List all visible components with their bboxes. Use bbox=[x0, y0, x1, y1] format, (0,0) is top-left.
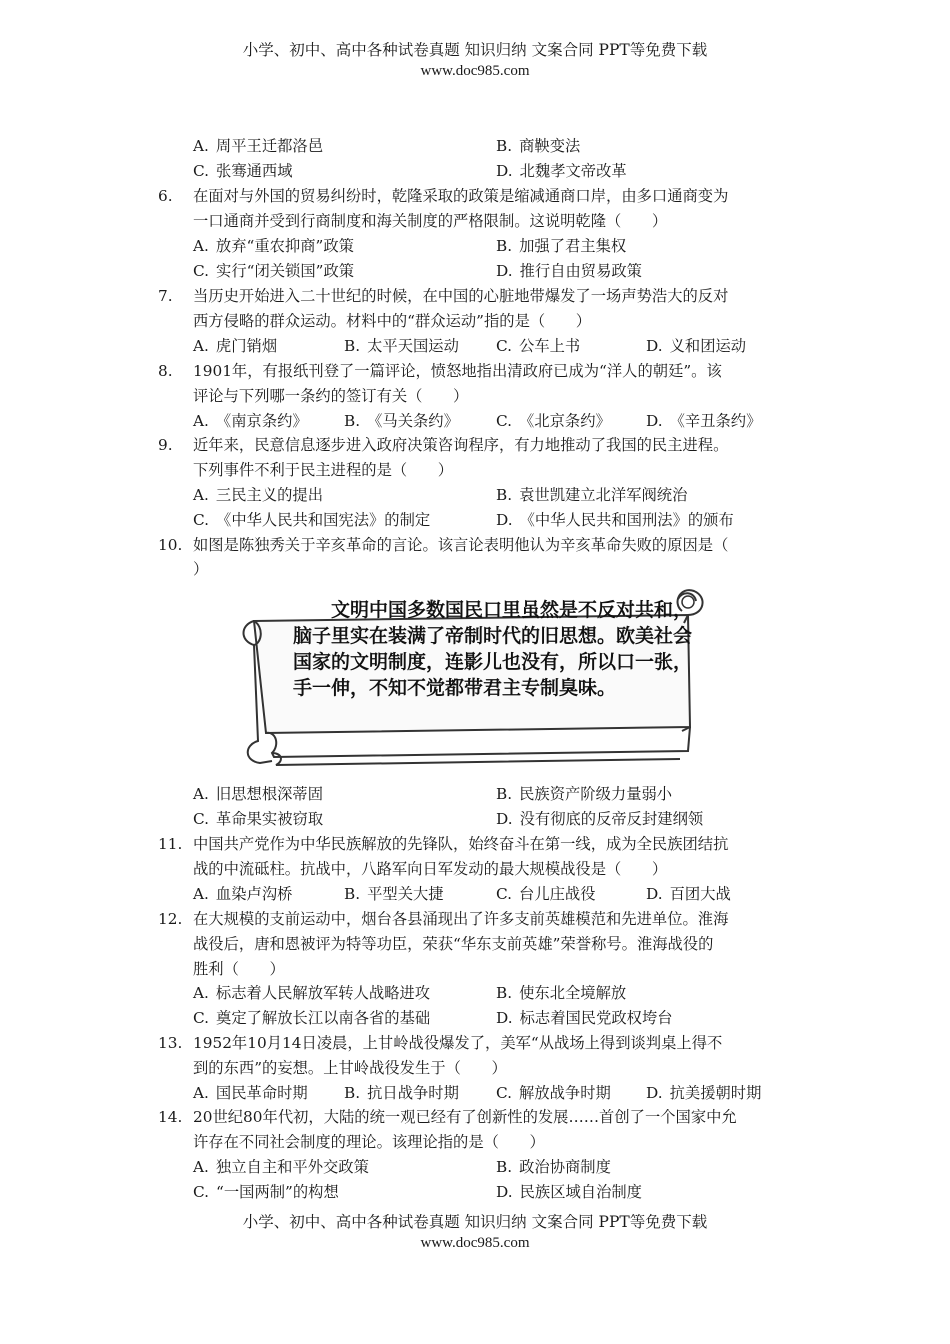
q5-option-c[interactable] bbox=[193, 159, 293, 183]
option-text: 民族区域自治制度 bbox=[519, 1183, 642, 1201]
q13-stem-line-2: 到的东西”的妄想。上甘岭战役发生于（ ） bbox=[193, 1059, 507, 1077]
option-letter: B. bbox=[496, 1158, 513, 1176]
option-letter: A. bbox=[193, 337, 209, 355]
option-text: 《马关条约》 bbox=[367, 412, 459, 430]
option-letter: B. bbox=[496, 486, 513, 504]
quote-line-3: 国家的文明制度，连影儿也没有，所以口一张， bbox=[293, 651, 693, 673]
option-letter: A. bbox=[193, 1158, 209, 1176]
q7-number: 7. bbox=[158, 287, 173, 305]
option-letter: C. bbox=[496, 412, 513, 430]
q14-option-c[interactable] bbox=[193, 1180, 339, 1204]
q7-stem-line-1: 当历史开始进入二十世纪的时候，在中国的心脏地带爆发了一场声势浩大的反对 bbox=[193, 287, 729, 305]
q10-stem-line-2: ） bbox=[193, 560, 209, 578]
q7-stem-line-2: 西方侵略的群众运动。材料中的“群众运动”指的是（ ） bbox=[193, 312, 592, 330]
q11-number: 11. bbox=[158, 835, 183, 853]
option-letter: A. bbox=[193, 984, 209, 1002]
option-text: 奠定了解放长江以南各省的基础 bbox=[216, 1009, 431, 1027]
q8-option-b[interactable] bbox=[344, 409, 459, 433]
footer-title: 小学、初中、高中各种试卷真题 知识归纳 文案合同 PPT等免费下载 bbox=[242, 1213, 708, 1231]
option-text: 《南京条约》 bbox=[215, 412, 308, 430]
q13-option-a[interactable] bbox=[193, 1081, 308, 1105]
option-letter: C. bbox=[193, 262, 210, 280]
q9-number: 9. bbox=[158, 436, 173, 454]
option-letter: B. bbox=[344, 885, 361, 903]
page-footer bbox=[0, 1212, 950, 1254]
option-text: “一国两制”的构想 bbox=[216, 1183, 339, 1201]
q12-stem-line-3: 胜利（ ） bbox=[193, 960, 285, 978]
q10-option-b[interactable] bbox=[496, 782, 672, 806]
footer-url[interactable]: www.doc985.com bbox=[420, 1235, 530, 1251]
q14-option-d[interactable] bbox=[496, 1180, 642, 1204]
q14-number: 14. bbox=[158, 1108, 183, 1126]
q8-stem-line-1: 1901年，有报纸刊登了一篇评论，愤怒地指出清政府已成为“洋人的朝廷”。该 bbox=[193, 362, 722, 380]
option-text: 解放战争时期 bbox=[519, 1084, 611, 1102]
option-text: 抗日战争时期 bbox=[367, 1084, 459, 1102]
option-letter: D. bbox=[646, 337, 663, 355]
option-text: 《中华人民共和国刑法》的颁布 bbox=[519, 511, 734, 529]
option-letter: A. bbox=[193, 486, 209, 504]
q7-option-a[interactable] bbox=[193, 334, 277, 358]
q11-option-d[interactable] bbox=[646, 882, 731, 906]
option-letter: A. bbox=[193, 412, 209, 430]
option-letter: D. bbox=[646, 1084, 663, 1102]
option-letter: D. bbox=[496, 1183, 513, 1201]
option-text: 袁世凯建立北洋军阀统治 bbox=[519, 486, 688, 504]
q12-option-d[interactable] bbox=[496, 1006, 673, 1030]
q8-option-a[interactable] bbox=[193, 409, 308, 433]
option-letter: C. bbox=[193, 511, 210, 529]
option-text: 民族资产阶级力量弱小 bbox=[519, 785, 673, 803]
option-letter: D. bbox=[496, 1009, 513, 1027]
option-text: 虎门销烟 bbox=[215, 337, 278, 355]
q8-number: 8. bbox=[158, 362, 173, 380]
option-letter: D. bbox=[496, 162, 513, 180]
q12-number: 12. bbox=[158, 910, 183, 928]
quote-line-2: 脑子里实在装满了帝制时代的旧思想。欧美社会 bbox=[293, 625, 693, 647]
q10-stem-line-1: 如图是陈独秀关于辛亥革命的言论。该言论表明他认为辛亥革命失败的原因是（ bbox=[193, 536, 729, 554]
q11-stem-line-2: 战的中流砥柱。抗战中，八路军向日军发动的最大规模战役是（ ） bbox=[193, 860, 668, 878]
option-text: 周平王迁都洛邑 bbox=[215, 137, 324, 155]
option-text: 商鞅变法 bbox=[519, 137, 581, 155]
q11-option-b[interactable] bbox=[344, 882, 444, 906]
q13-number: 13. bbox=[158, 1034, 183, 1052]
option-text: 标志着国民党政权垮台 bbox=[519, 1009, 673, 1027]
q13-option-b[interactable] bbox=[344, 1081, 459, 1105]
option-letter: C. bbox=[193, 1009, 210, 1027]
q8-option-c[interactable] bbox=[496, 409, 611, 433]
q8-option-d[interactable] bbox=[646, 409, 761, 433]
q13-option-c[interactable] bbox=[496, 1081, 611, 1105]
option-letter: D. bbox=[496, 511, 513, 529]
option-text: 推行自由贸易政策 bbox=[519, 262, 642, 280]
q6-stem-line-1: 在面对与外国的贸易纠纷时，乾隆采取的政策是缩减通商口岸，由多口通商变为 bbox=[193, 187, 729, 205]
header-title: 小学、初中、高中各种试卷真题 知识归纳 文案合同 PPT等免费下载 bbox=[242, 41, 708, 59]
q6-option-b[interactable] bbox=[496, 234, 626, 258]
option-text: 独立自主和平外交政策 bbox=[215, 1158, 369, 1176]
header-url[interactable]: www.doc985.com bbox=[420, 63, 530, 79]
option-text: 北魏孝文帝改革 bbox=[519, 162, 627, 180]
option-letter: C. bbox=[193, 162, 210, 180]
q6-option-d[interactable] bbox=[496, 259, 642, 283]
option-letter: B. bbox=[496, 137, 513, 155]
q10-option-a[interactable] bbox=[193, 782, 323, 806]
option-letter: C. bbox=[496, 337, 513, 355]
option-text: 国民革命时期 bbox=[215, 1084, 308, 1102]
option-text: 血染卢沟桥 bbox=[215, 885, 293, 903]
q9-option-a[interactable] bbox=[193, 483, 323, 507]
option-letter: B. bbox=[344, 412, 361, 430]
option-letter: B. bbox=[496, 785, 513, 803]
option-letter: B. bbox=[344, 1084, 361, 1102]
option-text: 《中华人民共和国宪法》的制定 bbox=[216, 511, 431, 529]
q12-option-b[interactable] bbox=[496, 981, 626, 1005]
option-text: 《北京条约》 bbox=[519, 412, 611, 430]
option-text: 政治协商制度 bbox=[519, 1158, 611, 1176]
q7-option-b[interactable] bbox=[344, 334, 459, 358]
option-letter: C. bbox=[496, 885, 513, 903]
q10-option-c[interactable] bbox=[193, 807, 323, 831]
page-header bbox=[0, 40, 950, 82]
option-letter: C. bbox=[193, 1183, 210, 1201]
q6-option-c[interactable] bbox=[193, 259, 354, 283]
option-letter: D. bbox=[496, 262, 513, 280]
option-text: 平型关大捷 bbox=[367, 885, 444, 903]
q9-option-c[interactable] bbox=[193, 508, 430, 532]
option-letter: B. bbox=[344, 337, 361, 355]
q6-option-a[interactable] bbox=[193, 234, 354, 258]
option-text: 抗美援朝时期 bbox=[669, 1084, 762, 1102]
q14-option-b[interactable] bbox=[496, 1155, 611, 1179]
q7-option-c[interactable] bbox=[496, 334, 580, 358]
option-letter: D. bbox=[646, 412, 663, 430]
q14-option-a[interactable] bbox=[193, 1155, 369, 1179]
option-text: 旧思想根深蒂固 bbox=[215, 785, 324, 803]
option-text: 百团大战 bbox=[669, 885, 731, 903]
option-letter: A. bbox=[193, 785, 209, 803]
option-letter: A. bbox=[193, 1084, 209, 1102]
q6-number: 6. bbox=[158, 187, 173, 205]
q12-stem-line-1: 在大规模的支前运动中，烟台各县涌现出了许多支前英雄模范和先进单位。淮海 bbox=[193, 910, 729, 928]
option-letter: A. bbox=[193, 237, 209, 255]
quote-line-4: 手一伸，不知不觉都带君主专制臭味。 bbox=[293, 677, 617, 699]
option-text: 放弃“重农抑商”政策 bbox=[215, 237, 354, 255]
option-text: 台儿庄战役 bbox=[519, 885, 596, 903]
q9-stem-line-2: 下列事件不利于民主进程的是（ ） bbox=[193, 461, 454, 479]
q11-option-c[interactable] bbox=[496, 882, 596, 906]
q13-option-d[interactable] bbox=[646, 1081, 761, 1105]
q12-option-c[interactable] bbox=[193, 1006, 430, 1030]
quote-line-1: 文明中国多数国民口里虽然是不反对共和， bbox=[293, 599, 693, 621]
option-letter: D. bbox=[646, 885, 663, 903]
option-text: 太平天国运动 bbox=[367, 337, 459, 355]
option-text: 革命果实被窃取 bbox=[216, 810, 324, 828]
q9-option-d[interactable] bbox=[496, 508, 734, 532]
q5-option-d[interactable] bbox=[496, 159, 627, 183]
option-text: 《辛丑条约》 bbox=[669, 412, 762, 430]
option-letter: C. bbox=[496, 1084, 513, 1102]
option-letter: B. bbox=[496, 237, 513, 255]
option-text: 使东北全境解放 bbox=[519, 984, 627, 1002]
q11-stem-line-1: 中国共产党作为中华民族解放的先锋队，始终奋斗在第一线，成为全民族团结抗 bbox=[193, 835, 729, 853]
q10-number: 10. bbox=[158, 536, 183, 554]
option-text: 义和团运动 bbox=[669, 337, 747, 355]
option-letter: C. bbox=[193, 810, 210, 828]
q7-option-d[interactable] bbox=[646, 334, 746, 358]
option-letter: B. bbox=[496, 984, 513, 1002]
q12-stem-line-2: 战役后，唐和恩被评为特等功臣，荣获“华东支前英雄”荣誉称号。淮海战役的 bbox=[193, 935, 714, 953]
q10-option-d[interactable] bbox=[496, 807, 703, 831]
q8-stem-line-2: 评论与下列哪一条约的签订有关（ ） bbox=[193, 387, 469, 405]
q9-option-b[interactable] bbox=[496, 483, 687, 507]
option-text: 张骞通西域 bbox=[216, 162, 293, 180]
option-text: 实行“闭关锁国”政策 bbox=[216, 262, 355, 280]
q13-stem-line-1: 1952年10月14日凌晨，上甘岭战役爆发了，美军“从战场上得到谈判桌上得不 bbox=[193, 1034, 723, 1052]
option-text: 标志着人民解放军转人战略进攻 bbox=[215, 984, 431, 1002]
option-text: 加强了君主集权 bbox=[519, 237, 627, 255]
q12-option-a[interactable] bbox=[193, 981, 430, 1005]
option-text: 公车上书 bbox=[519, 337, 581, 355]
q11-option-a[interactable] bbox=[193, 882, 292, 906]
q9-stem-line-1: 近年来，民意信息逐步进入政府决策咨询程序，有力地推动了我国的民主进程。 bbox=[193, 436, 729, 454]
q5-option-a[interactable] bbox=[193, 134, 323, 158]
option-letter: D. bbox=[496, 810, 513, 828]
option-letter: A. bbox=[193, 137, 209, 155]
q5-option-b[interactable] bbox=[496, 134, 580, 158]
option-letter: A. bbox=[193, 885, 209, 903]
q14-stem-line-2: 许存在不同社会制度的理论。该理论指的是（ ） bbox=[193, 1133, 545, 1151]
q6-stem-line-2: 一口通商并受到行商制度和海关制度的严格限制。这说明乾隆（ ） bbox=[193, 212, 668, 230]
option-text: 三民主义的提出 bbox=[215, 486, 324, 504]
option-text: 没有彻底的反帝反封建纲领 bbox=[519, 810, 704, 828]
q14-stem-line-1: 20世纪80年代初，大陆的统一观已经有了创新性的发展……首创了一个国家中允 bbox=[193, 1108, 737, 1126]
